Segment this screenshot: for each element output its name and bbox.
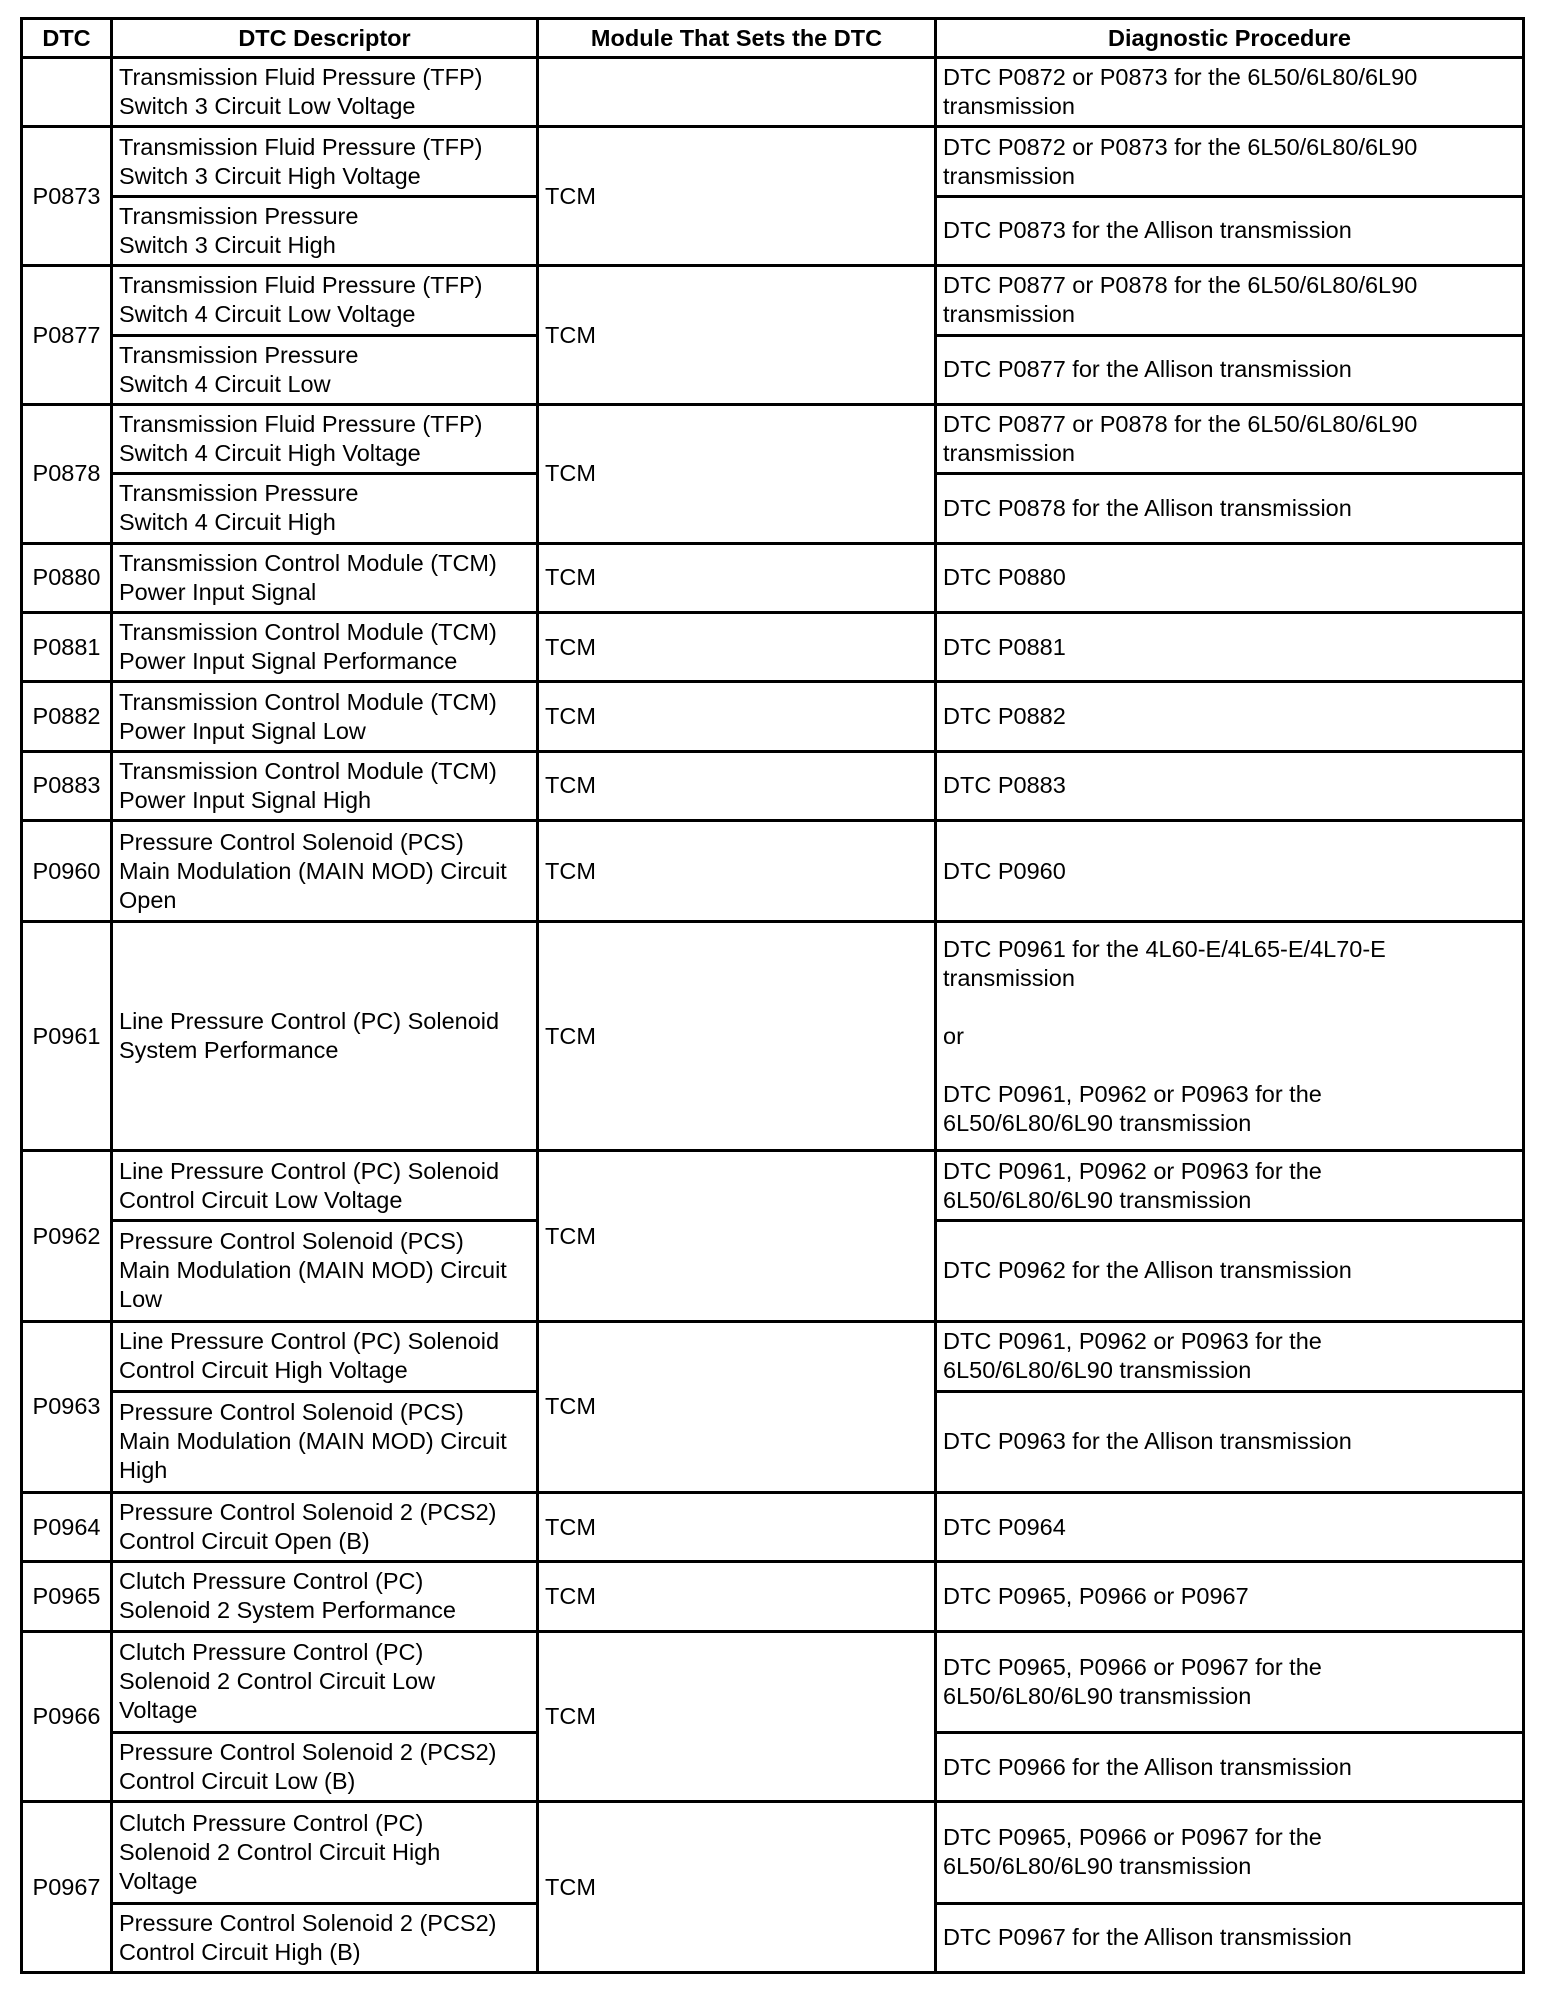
dtc-descriptor-cell: Transmission Control Module (TCM) Power Input Signal: [112, 543, 538, 612]
dtc-descriptor-cell: Transmission Fluid Pressure (TFP) Switch 3 Circuit Low Voltage: [112, 58, 538, 127]
diagnostic-procedure-cell: DTC P0961, P0962 or P0963 for the 6L50/6L80/6L90 transmission: [936, 1322, 1524, 1391]
dtc-descriptor-cell: Clutch Pressure Control (PC) Solenoid 2 System Performance: [112, 1562, 538, 1631]
diagnostic-procedure-cell: DTC P0883: [936, 751, 1524, 820]
table-header: [22, 19, 1524, 58]
table-row: [22, 682, 1524, 751]
dtc-code-cell: P0964: [22, 1492, 112, 1561]
module-cell: TCM: [538, 1631, 936, 1802]
table-row: [22, 58, 1524, 127]
diagnostic-procedure-cell: DTC P0964: [936, 1492, 1524, 1561]
module-cell: TCM: [538, 922, 936, 1151]
module-cell: TCM: [538, 1151, 936, 1322]
dtc-code-cell: P0873: [22, 127, 112, 266]
table-row: [22, 613, 1524, 682]
table-row: [22, 266, 1524, 335]
module-cell: TCM: [538, 751, 936, 820]
diagnostic-procedure-cell: DTC P0961, P0962 or P0963 for the 6L50/6L80/6L90 transmission: [936, 1151, 1524, 1220]
dtc-table: [20, 17, 1525, 1974]
table-row: [22, 404, 1524, 473]
module-cell: TCM: [538, 821, 936, 922]
dtc-descriptor-cell: Transmission Fluid Pressure (TFP) Switch 4 Circuit High Voltage: [112, 404, 538, 473]
dtc-code-cell: [22, 58, 112, 127]
module-cell: TCM: [538, 1322, 936, 1493]
header-descriptor: DTC Descriptor: [112, 19, 538, 58]
diagnostic-procedure-cell: DTC P0966 for the Allison transmission: [936, 1732, 1524, 1801]
table-row: [22, 1151, 1524, 1220]
dtc-descriptor-cell: Pressure Control Solenoid 2 (PCS2) Control Circuit Open (B): [112, 1492, 538, 1561]
diagnostic-procedure-cell: DTC P0872 or P0873 for the 6L50/6L80/6L90 transmission: [936, 127, 1524, 196]
module-cell: TCM: [538, 1802, 936, 1973]
diagnostic-procedure-cell: DTC P0873 for the Allison transmission: [936, 196, 1524, 265]
dtc-descriptor-cell: Transmission Fluid Pressure (TFP) Switch 4 Circuit Low Voltage: [112, 266, 538, 335]
module-cell: TCM: [538, 1562, 936, 1631]
dtc-descriptor-cell: Transmission Control Module (TCM) Power Input Signal High: [112, 751, 538, 820]
dtc-code-cell: P0966: [22, 1631, 112, 1802]
module-cell: TCM: [538, 682, 936, 751]
diagnostic-procedure-cell: DTC P0963 for the Allison transmission: [936, 1391, 1524, 1492]
dtc-descriptor-cell: Pressure Control Solenoid 2 (PCS2) Control Circuit Low (B): [112, 1732, 538, 1801]
module-cell: TCM: [538, 613, 936, 682]
table-row: [22, 821, 1524, 922]
dtc-code-cell: P0967: [22, 1802, 112, 1973]
module-cell: TCM: [538, 543, 936, 612]
dtc-descriptor-cell: Transmission Pressure Switch 4 Circuit High: [112, 474, 538, 543]
table-row: [22, 1802, 1524, 1903]
module-cell: TCM: [538, 127, 936, 266]
diagnostic-procedure-cell: DTC P0880: [936, 543, 1524, 612]
dtc-descriptor-cell: Transmission Control Module (TCM) Power Input Signal Performance: [112, 613, 538, 682]
header-dtc: DTC: [22, 19, 112, 58]
dtc-descriptor-cell: Pressure Control Solenoid (PCS) Main Modulation (MAIN MOD) Circuit Low: [112, 1220, 538, 1321]
dtc-code-cell: P0965: [22, 1562, 112, 1631]
table-row: [22, 1492, 1524, 1561]
header-row: [22, 19, 1524, 58]
dtc-code-cell: P0877: [22, 266, 112, 405]
dtc-code-cell: P0881: [22, 613, 112, 682]
table-row: [22, 127, 1524, 196]
dtc-descriptor-cell: Line Pressure Control (PC) Solenoid Control Circuit Low Voltage: [112, 1151, 538, 1220]
module-cell: TCM: [538, 1492, 936, 1561]
table-row: [22, 1322, 1524, 1391]
dtc-descriptor-cell: Pressure Control Solenoid (PCS) Main Modulation (MAIN MOD) Circuit High: [112, 1391, 538, 1492]
table-row: [22, 1631, 1524, 1732]
diagnostic-procedure-cell: DTC P0965, P0966 or P0967: [936, 1562, 1524, 1631]
diagnostic-procedure-cell: DTC P0967 for the Allison transmission: [936, 1903, 1524, 1972]
dtc-descriptor-cell: Clutch Pressure Control (PC) Solenoid 2 Control Circuit Low Voltage: [112, 1631, 538, 1732]
dtc-descriptor-cell: Transmission Control Module (TCM) Power Input Signal Low: [112, 682, 538, 751]
dtc-code-cell: P0960: [22, 821, 112, 922]
diagnostic-procedure-cell: DTC P0877 or P0878 for the 6L50/6L80/6L90 transmission: [936, 404, 1524, 473]
dtc-descriptor-cell: Pressure Control Solenoid 2 (PCS2) Control Circuit High (B): [112, 1903, 538, 1972]
diagnostic-procedure-cell: DTC P0882: [936, 682, 1524, 751]
dtc-descriptor-cell: Pressure Control Solenoid (PCS) Main Modulation (MAIN MOD) Circuit Open: [112, 821, 538, 922]
module-cell: TCM: [538, 404, 936, 543]
diagnostic-procedure-cell: DTC P0878 for the Allison transmission: [936, 474, 1524, 543]
header-procedure: Diagnostic Procedure: [936, 19, 1524, 58]
header-module: Module That Sets the DTC: [538, 19, 936, 58]
diagnostic-procedure-cell: DTC P0872 or P0873 for the 6L50/6L80/6L90 transmission: [936, 58, 1524, 127]
diagnostic-procedure-cell: DTC P0877 or P0878 for the 6L50/6L80/6L90 transmission: [936, 266, 1524, 335]
dtc-code-cell: P0963: [22, 1322, 112, 1493]
dtc-code-cell: P0880: [22, 543, 112, 612]
dtc-descriptor-cell: Transmission Pressure Switch 4 Circuit Low: [112, 335, 538, 404]
diagnostic-procedure-cell: DTC P0961 for the 4L60-E/4L65-E/4L70-E transmission or DTC P0961, P0962 or P0963 for the 6L50/6L80/6L90 transmission: [936, 922, 1524, 1151]
diagnostic-procedure-cell: DTC P0965, P0966 or P0967 for the 6L50/6L80/6L90 transmission: [936, 1631, 1524, 1732]
table-row: [22, 922, 1524, 1151]
dtc-descriptor-cell: Line Pressure Control (PC) Solenoid System Performance: [112, 922, 538, 1151]
dtc-code-cell: P0883: [22, 751, 112, 820]
diagnostic-procedure-cell: DTC P0965, P0966 or P0967 for the 6L50/6L80/6L90 transmission: [936, 1802, 1524, 1903]
module-cell: TCM: [538, 266, 936, 405]
dtc-descriptor-cell: Clutch Pressure Control (PC) Solenoid 2 Control Circuit High Voltage: [112, 1802, 538, 1903]
table-body: [22, 58, 1524, 1973]
dtc-descriptor-cell: Transmission Pressure Switch 3 Circuit High: [112, 196, 538, 265]
module-cell: [538, 58, 936, 127]
diagnostic-procedure-cell: DTC P0962 for the Allison transmission: [936, 1220, 1524, 1321]
diagnostic-procedure-cell: DTC P0877 for the Allison transmission: [936, 335, 1524, 404]
diagnostic-procedure-cell: DTC P0881: [936, 613, 1524, 682]
table-row: [22, 751, 1524, 820]
diagnostic-procedure-cell: DTC P0960: [936, 821, 1524, 922]
dtc-code-cell: P0882: [22, 682, 112, 751]
dtc-code-cell: P0878: [22, 404, 112, 543]
dtc-descriptor-cell: Transmission Fluid Pressure (TFP) Switch 3 Circuit High Voltage: [112, 127, 538, 196]
table-row: [22, 1562, 1524, 1631]
dtc-code-cell: P0961: [22, 922, 112, 1151]
dtc-descriptor-cell: Line Pressure Control (PC) Solenoid Control Circuit High Voltage: [112, 1322, 538, 1391]
dtc-code-cell: P0962: [22, 1151, 112, 1322]
dtc-table-container: [20, 17, 1522, 1974]
table-row: [22, 543, 1524, 612]
